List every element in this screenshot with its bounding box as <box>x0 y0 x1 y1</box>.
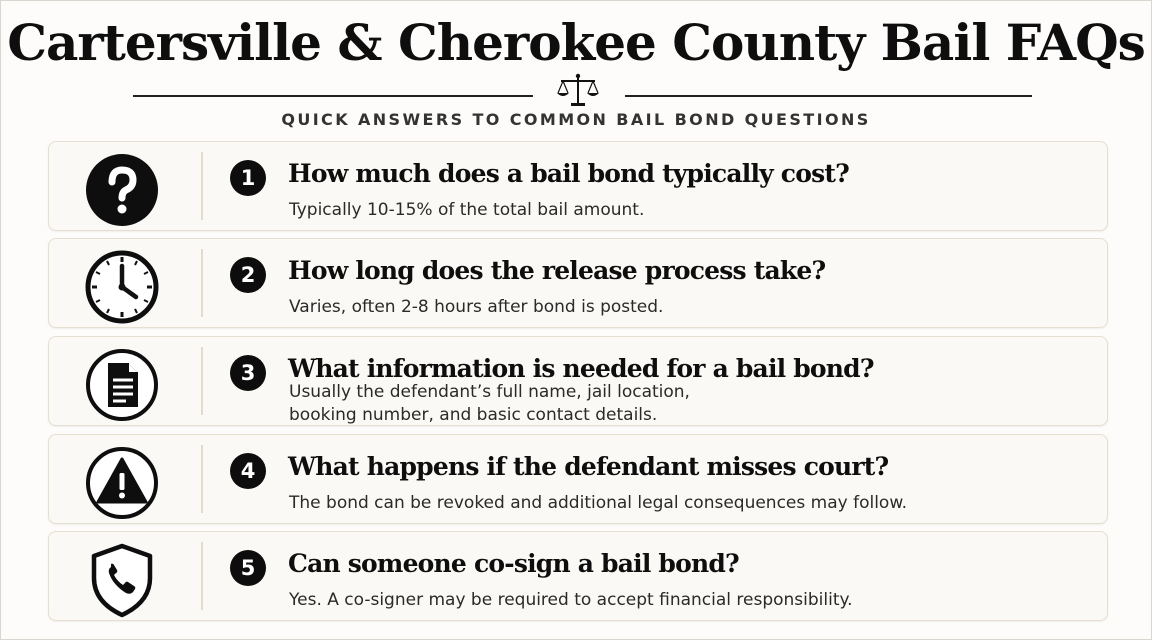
faq-card <box>48 238 1108 328</box>
faq-number-badge: 3 <box>230 355 266 391</box>
faq-answer-line: Yes. A co-signer may be required to accept financial responsibility. <box>289 590 853 610</box>
card-divider <box>201 445 203 513</box>
faq-question: What information is needed for a bail bond? <box>288 354 874 383</box>
question-mark-icon <box>84 152 160 228</box>
scales-of-justice-icon <box>555 72 601 108</box>
page-title: Cartersville & Cherokee County Bail FAQs <box>7 13 1145 72</box>
faq-answer-line: Varies, often 2-8 hours after bond is posted. <box>289 297 664 317</box>
card-divider <box>201 542 203 610</box>
title-rule-left <box>133 95 533 97</box>
faq-number-badge: 2 <box>230 257 266 293</box>
clock-icon <box>84 249 160 325</box>
faq-number-badge: 4 <box>230 453 266 489</box>
faq-answer <box>289 589 1089 612</box>
faq-answer <box>289 296 1089 319</box>
faq-answer-line: The bond can be revoked and additional legal consequences may follow. <box>289 493 908 513</box>
document-icon <box>84 347 160 423</box>
faq-question: How much does a bail bond typically cost? <box>288 159 849 188</box>
faq-answer <box>289 381 1089 427</box>
phone-shield-icon <box>84 542 160 618</box>
faq-card <box>48 434 1108 524</box>
faq-answer-line: Typically 10-15% of the total bail amount. <box>289 200 645 220</box>
faq-answer-line: Usually the defendant’s full name, jail location, <box>289 382 690 402</box>
faq-answer-line: booking number, and basic contact details. <box>289 405 658 425</box>
faq-number-badge: 1 <box>230 160 266 196</box>
faq-question: Can someone co-sign a bail bond? <box>288 549 739 578</box>
card-divider <box>201 152 203 220</box>
title-rule-right <box>625 95 1032 97</box>
faq-number-badge: 5 <box>230 550 266 586</box>
faq-answer <box>289 199 1089 222</box>
faq-question: How long does the release process take? <box>288 256 826 285</box>
faq-card <box>48 531 1108 621</box>
card-divider <box>201 347 203 415</box>
card-divider <box>201 249 203 317</box>
faq-card <box>48 141 1108 231</box>
faq-answer <box>289 492 1089 515</box>
warning-icon <box>84 445 160 521</box>
faq-card <box>48 336 1108 426</box>
page-subtitle: QUICK ANSWERS TO COMMON BAIL BOND QUESTIONS <box>281 110 871 129</box>
faq-question: What happens if the defendant misses court? <box>288 452 889 481</box>
